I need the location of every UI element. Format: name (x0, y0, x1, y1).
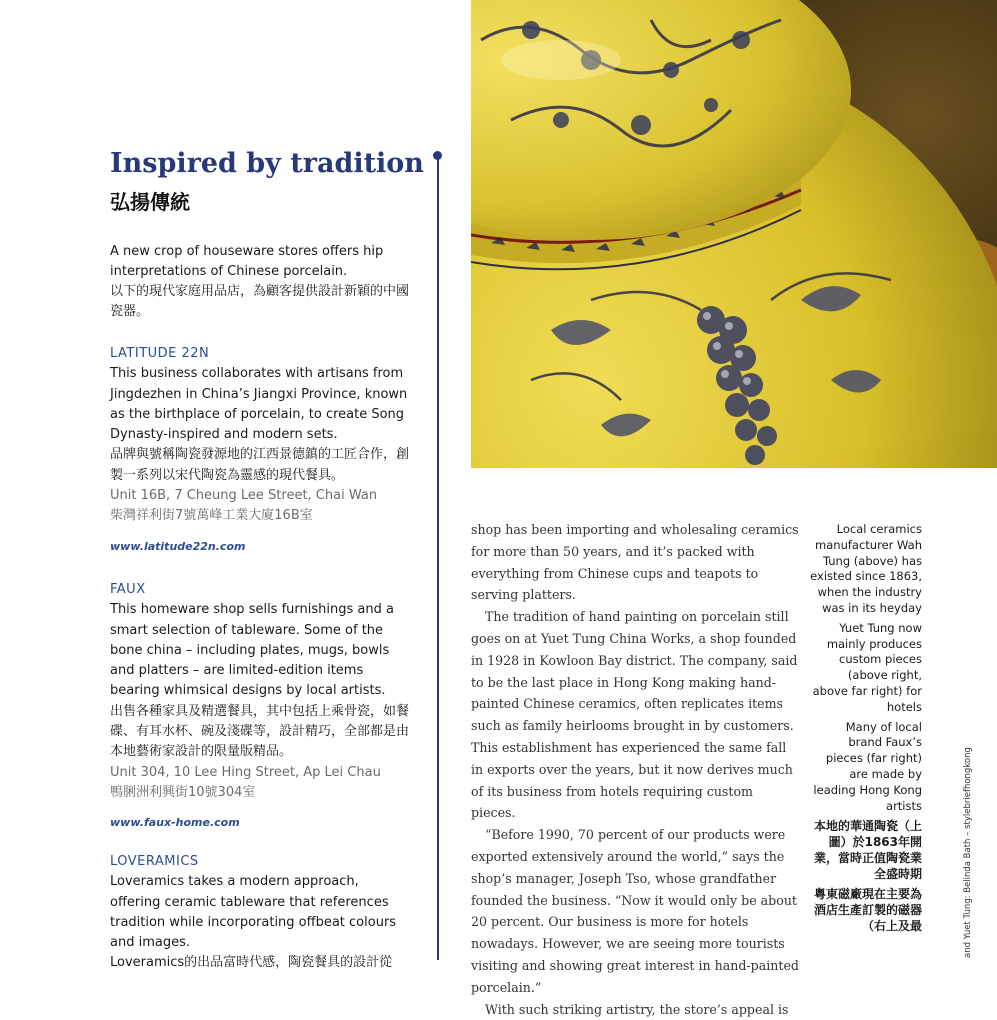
store-faux (110, 580, 410, 834)
porcelain-jar-photo (471, 0, 997, 468)
section-title: Inspired by tradition (110, 148, 424, 179)
photo-credit: and Yuet Tung: Belinda Bath – stylebriefhongkong (963, 747, 973, 958)
store-address-chinese: 鴨脷洲利興街10號304室 (110, 784, 256, 800)
article-paragraph: shop has been importing and wholesaling ceramics for more than 50 years, and it’s packed with everything from Chinese cups and teapots to serving platters. (471, 522, 799, 603)
store-description-chinese: 出售各種家具及精選餐具，其中包括上乘骨瓷，如餐碟、有耳水杯、碗及淺碟等，設計精巧，全部都是由本地藝術家設計的限量版精品。 (110, 703, 410, 760)
photo-captions (810, 522, 922, 938)
store-name: LOVERAMICS (110, 854, 199, 869)
store-address: Unit 16B, 7 Cheung Lee Street, Chai Wan (110, 488, 378, 504)
store-address-chinese: 柴灣祥利街7號萬峰工業大廈16B室 (110, 508, 313, 524)
article-paragraph: With such striking artistry, the store’s appeal is (485, 1001, 789, 1017)
store-description: This homeware shop sells furnishings and a smart selection of tableware. Some of the bone china – including plates, mugs, bowls and platters – are limited-edition items bearing whimsical designs by local artists. (110, 602, 394, 699)
intro-english: A new crop of houseware stores offers hip interpretations of Chinese porcelain. (110, 244, 384, 279)
store-description: Loveramics takes a modern approach, offering ceramic tableware that references tradition while incorporating offbeat colours and images. (110, 874, 397, 951)
store-latitude22n (110, 344, 410, 557)
caption-chinese: 本地的華通陶瓷（上圖）於1863年開業，當時正值陶瓷業全盛時期 (813, 819, 922, 882)
store-name: FAUX (110, 582, 146, 597)
caption-chinese: 粵東磁廠現在主要為酒店生產訂製的磁器（右上及最 (813, 887, 922, 934)
store-description-chinese: 品牌與號稱陶瓷發源地的江西景德鎮的工匠合作，創製一系列以宋代陶瓷為靈感的現代餐具。 (110, 447, 410, 483)
store-description-chinese: Loveramics的出品富時代感，陶瓷餐具的設計從 (110, 955, 393, 971)
caption-english: Yuet Tung now mainly produces custom pieces (above right, above far right) for hotels (812, 620, 922, 714)
intro-chinese: 以下的現代家庭用品店，為顧客提供設計新穎的中國瓷器。 (110, 284, 410, 319)
store-address: Unit 304, 10 Lee Hing Street, Ap Lei Chau (110, 764, 381, 780)
section-title-chinese: 弘揚傳統 (110, 190, 190, 214)
store-website-link[interactable]: www.faux-home.com (110, 816, 240, 830)
article-body (471, 519, 801, 1020)
column-divider (437, 155, 439, 960)
caption-english: Many of local brand Faux’s pieces (far right) are made by leading Hong Kong artists (813, 719, 922, 813)
store-description: This business collaborates with artisans from Jingdezhen in China’s Jiangxi Province, known as the birthplace of porcelain, to create Song Dynasty-inspired and modern sets. (110, 366, 408, 443)
store-loveramics (110, 852, 410, 974)
article-paragraph: The tradition of hand painting on porcelain still goes on at Yuet Tung China Works, a shop founded in 1928 in Kowloon Bay district. The company, said to be the last place in Hong Kong making hand-painted Chinese ceramics, often replicates items such as family heirlooms brought in by customers. This establishment has experienced the same fall in exports over the years, but it now derives much of its business from hotels requiring custom pieces. (471, 609, 798, 821)
article-paragraph: “Before 1990, 70 percent of our products were exported extensively around the world,” says the shop’s manager, Joseph Tso, whose grandfather founded the business. “Now it would only be about 20 percent. Our business is more for hotels nowadays. However, we are seeing more tourists visiting and showing great interest in hand-painted porcelain.” (471, 827, 799, 995)
intro (110, 242, 410, 322)
caption-english: Local ceramics manufacturer Wah Tung (above) has existed since 1863, when the industry was in its heyday (810, 522, 922, 615)
store-website-link[interactable]: www.latitude22n.com (110, 539, 246, 553)
store-name: LATITUDE 22N (110, 346, 210, 361)
